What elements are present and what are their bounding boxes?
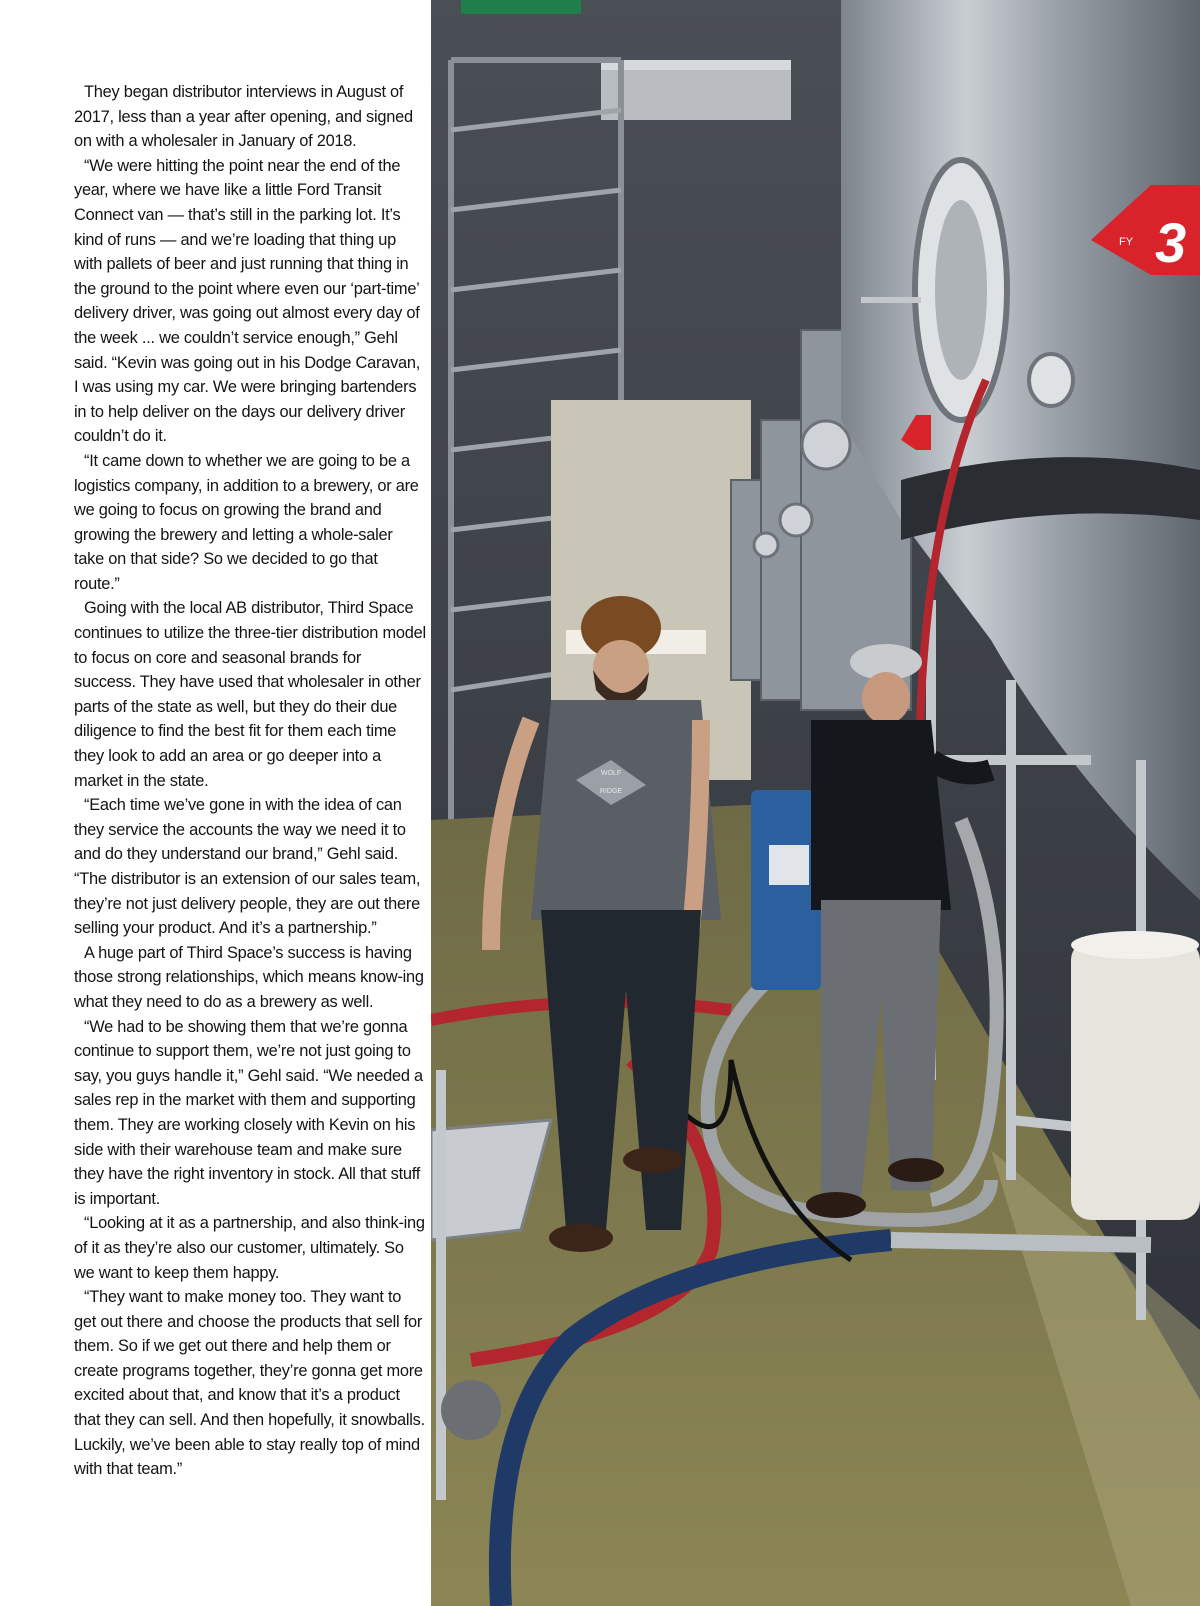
tank-label-prefix: FY — [1119, 236, 1134, 248]
article-paragraph: “We were hitting the point near the end of the year, where we have like a little Ford Transit Connect van — that’s still in the parking lot. It’s kind of runs — and we’re loading that thing up with pallets of beer and just running that thing in the ground to the point where even our ‘part-time’ delivery driver, was going out almost every day of the week ... we couldn’t service enough,” Gehl said. “Kevin was going out in his Dodge Caravan, I was using my car. We were bringing bartenders in to help deliver on the days our delivery driver couldn’t do it. — [74, 156, 421, 446]
article-paragraph: Going with the local AB distributor, Third Space continues to utilize the three-tier distribution model to focus on core and seasonal brands for success. They have used that wholesaler in other parts of the state as well, but they do their due diligence to find the best fit for them each time they look to add an area or go deeper into a market in the state. — [74, 599, 426, 790]
article-text-column — [74, 80, 426, 1482]
tank-number-label: 3 — [1155, 211, 1187, 274]
article-paragraph: “Looking at it as a partnership, and also think-ing of it as they’re also our customer, ultimately. So we want to keep them happy. — [74, 1214, 425, 1282]
article-paragraph: A huge part of Third Space’s success is having those strong relationships, which means know-ing what they need to do as a brewery as well. — [74, 943, 424, 1011]
article-paragraph: They began distributor interviews in August of 2017, less than a year after opening, and signed on with a wholesaler in January of 2018. — [74, 83, 413, 151]
article-paragraph: “Each time we’ve gone in with the idea of can they service the accounts the way we need it to and do they understand our brand,” Gehl said. “The distributor is an extension of our sales team, they’re not just delivery people, they are out there selling your product. And it’s a partnership.” — [74, 796, 421, 938]
brewery-photo — [431, 0, 1200, 1606]
brewery-photo-illustration — [431, 0, 1200, 1606]
article-paragraph: “They want to make money too. They want to get out there and choose the products that sell for them. So if we get out there and help them or create programs together, they’re gonna get more excited about that, and know that it’s a product that they can sell. And then hopefully, it snowballs. Luckily, we’ve been able to stay really top of mind with that team.” — [74, 1288, 425, 1479]
article-paragraph: “We had to be showing them that we’re gonna continue to support them, we’re not just going to say, you guys handle it,” Gehl said. “We needed a sales rep in the market with them and supporting them. They are working closely with Kevin on his side with their warehouse team and make sure they have the right inventory in stock. All that stuff is important. — [74, 1017, 423, 1208]
shirt-logo-top-text: WOLF — [600, 770, 622, 777]
article-paragraph: “It came down to whether we are going to be a logistics company, in addition to a brewery, or are we going to focus on growing the brand and growing the brewery and letting a whole-saler take on that side? So we decided to go that route.” — [74, 451, 419, 593]
shirt-logo-bottom-text: RIDGE — [599, 788, 623, 795]
